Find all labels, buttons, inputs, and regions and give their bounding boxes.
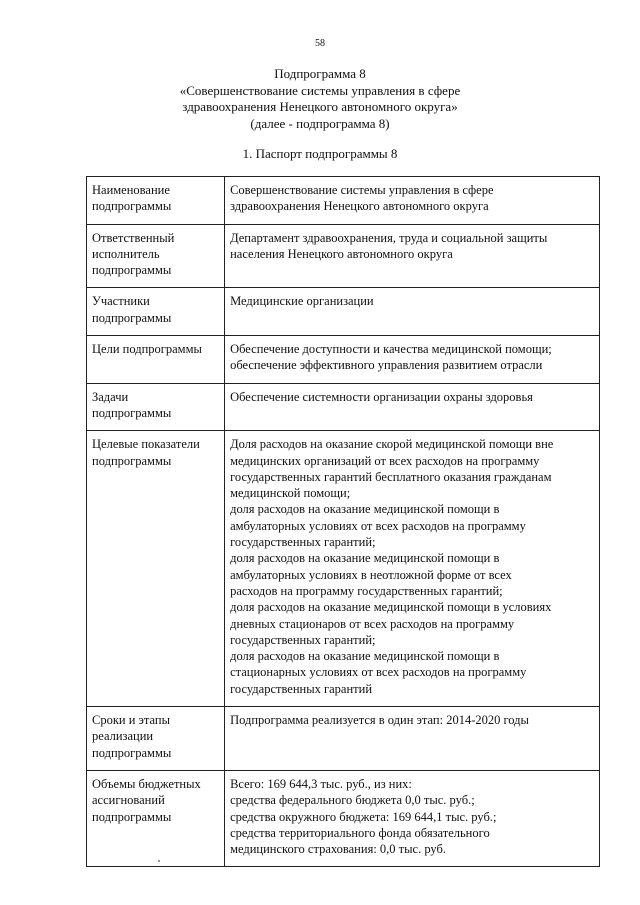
value-line: Совершенствование системы управления в сфере [230,183,494,197]
table-row [87,336,600,384]
label-line: Цели подпрограммы [92,342,202,357]
label-line: Целевые показатели [92,437,200,452]
value-line: медицинского страхования: 0,0 тыс. руб. [230,842,446,857]
value-line: Подпрограмма реализуется в один этап: 2014-2020 годы [230,713,529,728]
row-value [225,431,600,707]
row-value [225,177,600,225]
heading-line: здравоохранения Ненецкого автономного округа» [182,99,458,114]
passport-table [86,176,600,867]
label-line: подпрограммы [92,745,172,760]
label-line: исполнитель [92,246,160,261]
value-line: амбулаторных условиях от всех расходов на программу [230,518,526,533]
row-label [87,224,225,288]
label-line: Наименование [92,183,170,197]
label-line: подпрограммы [92,310,172,325]
table-row [87,288,600,336]
value-line: государственных гарантий бесплатного оказания гражданам [230,469,552,484]
table-row [87,224,600,288]
row-value [225,288,600,336]
row-value [225,383,600,431]
value-line: обеспечение эффективного управления развитием отрасли [230,358,543,373]
table-row [87,177,600,225]
label-line: Ответственный [92,230,175,245]
table-row [87,707,600,771]
table-row [87,431,600,707]
value-line: государственных гарантий [230,681,373,696]
value-line: доля расходов на оказание медицинской помощи в [230,551,500,566]
label-line: Задачи [92,389,129,404]
value-line: средства территориального фонда обязательного [230,825,490,840]
row-value [225,707,600,771]
passport-title: 1. Паспорт подпрограммы 8 [242,146,398,161]
row-label [87,383,225,431]
row-label [87,336,225,384]
value-line: Всего: 169 644,3 тыс. руб., из них: [230,776,412,791]
value-line: Департамент здравоохранения, труда и социальной защиты [230,230,548,245]
row-label [87,707,225,771]
heading-line: Подпрограмма 8 [274,66,366,81]
value-line: стационарных условиях от всех расходов на программу [230,665,527,680]
heading-line: «Совершенствование системы управления в сфере [179,82,461,98]
row-label [87,770,225,866]
value-line: государственных гарантий; [230,535,376,550]
row-label [87,288,225,336]
value-line: государственных гарантий; [230,632,376,647]
label-line: подпрограммы [92,453,172,468]
value-line: амбулаторных условиях в неотложной форме от всех [230,567,512,582]
label-line: ассигнований [92,793,165,808]
label-line: подпрограммы [92,263,172,278]
value-line: средства окружного бюджета: 169 644,1 тыс. руб.; [230,809,497,824]
value-line: расходов на программу государственных гарантий; [230,583,503,598]
label-line: подпрограммы [92,809,172,824]
value-line: медицинских организаций от всех расходов на программу [230,453,540,468]
row-label [87,431,225,707]
label-line: Объемы бюджетных [92,776,201,791]
table-row [87,770,600,866]
value-line: Обеспечение доступности и качества медицинской помощи; [230,342,552,357]
row-value [225,770,600,866]
value-line: Медицинские организации [230,294,374,309]
label-line: подпрограммы [92,405,172,420]
value-line: дневных стационаров от всех расходов на программу [230,616,515,631]
value-line: медицинской помощи; [230,486,351,501]
value-line: средства федерального бюджета 0,0 тыс. руб.; [230,793,475,808]
row-value [225,336,600,384]
row-value [225,224,600,288]
table-row [87,383,600,431]
scan-speck [158,860,160,862]
subprogram-heading [60,66,580,132]
label-line: Участники [92,294,150,309]
row-label [87,177,225,225]
value-line: доля расходов на оказание медицинской помощи в условиях [230,600,552,615]
value-line: здравоохранения Ненецкого автономного округа [230,199,489,214]
value-line: Обеспечение системности организации охраны здоровья [230,389,533,404]
page-number: 58 [315,38,325,49]
value-line: доля расходов на оказание медицинской помощи в [230,649,500,664]
label-line: Сроки и этапы [92,713,170,728]
value-line: населения Ненецкого автономного округа [230,246,453,261]
heading-line: (далее - подпрограмма 8) [250,115,390,131]
label-line: реализации [92,729,154,744]
label-line: подпрограммы [92,199,172,214]
value-line: доля расходов на оказание медицинской помощи в [230,502,500,517]
value-line: Доля расходов на оказание скорой медицинской помощи вне [230,437,554,452]
